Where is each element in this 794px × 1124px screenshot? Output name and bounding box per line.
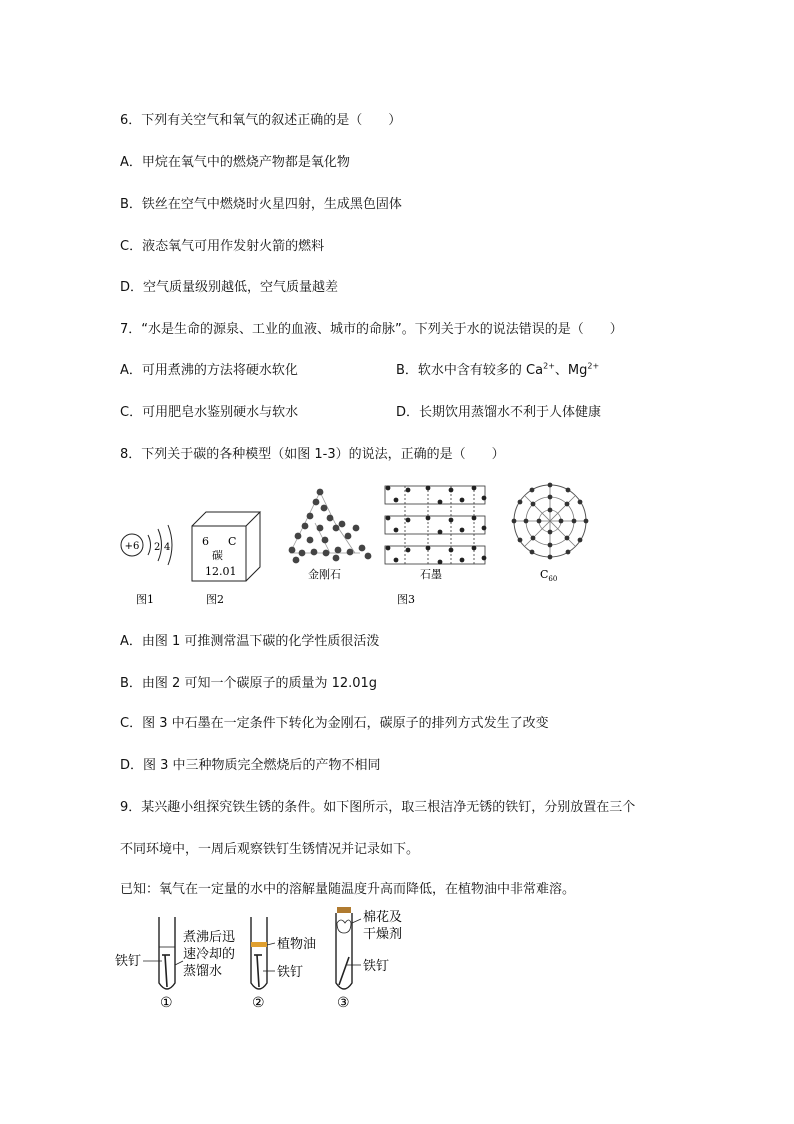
q9-known: 已知：氧气在一定量的水中的溶解量随温度升高而降低，在植物油中非常难溶。	[120, 882, 576, 897]
mg-charge: 2+	[587, 361, 600, 371]
rust-experiment-figure	[115, 905, 415, 1015]
stopper	[337, 907, 351, 913]
q6-option-c: C．液态氧气可用作发射火箭的燃料	[120, 239, 325, 254]
tube3-cotton-line1: 棉花及	[363, 910, 403, 925]
tube3-cotton-line2: 干燥剂	[363, 927, 403, 942]
fig2-label: 图2	[206, 593, 224, 606]
diamond-label: 金刚石	[308, 568, 341, 581]
q6-option-b: B．铁丝在空气中燃烧时火星四射，生成黑色固体	[120, 197, 402, 212]
atom-structure-diagram	[121, 525, 172, 565]
q6-option-d: D．空气质量级别越低，空气质量越差	[120, 280, 339, 295]
graphite-label: 石墨	[420, 568, 442, 581]
q7-option-b	[396, 359, 599, 378]
fig3-label: 图3	[397, 593, 415, 606]
q8-option-c: C．图 3 中石墨在一定条件下转化为金刚石，碳原子的排列方式发生了改变	[120, 716, 549, 731]
test-tube-1	[143, 917, 183, 989]
fig1-label: 图1	[136, 593, 154, 606]
element-name: 碳	[212, 549, 223, 562]
c60-subscript: 60	[548, 575, 558, 583]
q8-stem: 8．下列关于碳的各种模型（如图 1-3）的说法，正确的是（ ）	[120, 447, 505, 462]
tube2-number: ②	[252, 995, 265, 1011]
shell1-count: 2	[154, 542, 161, 553]
carbon-models-figure	[110, 478, 610, 613]
element-symbol: C	[228, 535, 237, 548]
q9-stem-line1: 9．某兴趣小组探究铁生锈的条件。如下图所示，取三根洁净无锈的铁钉，分别放置在三个	[120, 800, 636, 815]
q7-option-a: A．可用煮沸的方法将硬水软化	[120, 363, 298, 378]
q8-option-d: D．图 3 中三种物质完全燃烧后的产物不相同	[120, 758, 381, 773]
tube2-nail-label: 铁钉	[277, 965, 304, 980]
c60-structure	[512, 483, 589, 560]
test-tube-2	[251, 917, 275, 989]
ca-charge: 2+	[543, 361, 555, 371]
c60-label	[540, 568, 557, 583]
diamond-structure	[289, 489, 372, 564]
q7-option-c: C．可用肥皂水鉴别硬水与软水	[120, 405, 299, 420]
tube1-number: ①	[160, 995, 173, 1011]
nucleus-label: +6	[124, 541, 140, 552]
q8-option-b: B．由图 2 可知一个碳原子的质量为 12.01g	[120, 676, 378, 691]
graphite-structure	[385, 486, 486, 565]
q8-option-a: A．由图 1 可推测常温下碳的化学性质很活泼	[120, 634, 380, 649]
q7-option-d: D．长期饮用蒸馏水不利于人体健康	[396, 405, 602, 420]
tube1-water-line2: 速冷却的	[183, 947, 236, 962]
oil-layer	[251, 942, 267, 947]
tube3-nail-label: 铁钉	[363, 959, 390, 974]
test-tube-3	[336, 907, 361, 989]
tube1-nail-label: 铁钉	[115, 954, 142, 969]
tube1-water-line3: 蒸馏水	[183, 964, 223, 979]
q9-stem-line2: 不同环境中，一周后观察铁钉生锈情况并记录如下。	[120, 842, 420, 857]
tube1-water-line1: 煮沸后迅	[183, 930, 236, 945]
tube2-oil-label: 植物油	[277, 937, 317, 952]
shell2-count: 4	[164, 542, 171, 553]
q7-option-b-sep: 、Mg	[554, 363, 588, 378]
q7-stem: 7．“水是生命的源泉、工业的血液、城市的命脉”。下列关于水的说法错误的是（ ）	[120, 322, 623, 337]
atomic-number: 6	[202, 535, 209, 548]
cotton-desiccant	[337, 920, 351, 933]
c60-base: C	[540, 568, 549, 581]
tube3-number: ③	[337, 995, 350, 1011]
q7-option-b-text: B．软水中含有较多的 Ca	[396, 363, 544, 378]
relative-mass: 12.01	[205, 565, 237, 578]
q6-stem: 6．下列有关空气和氧气的叙述正确的是（ ）	[120, 113, 402, 128]
q6-option-a: A．甲烷在氧气中的燃烧产物都是氧化物	[120, 155, 350, 170]
